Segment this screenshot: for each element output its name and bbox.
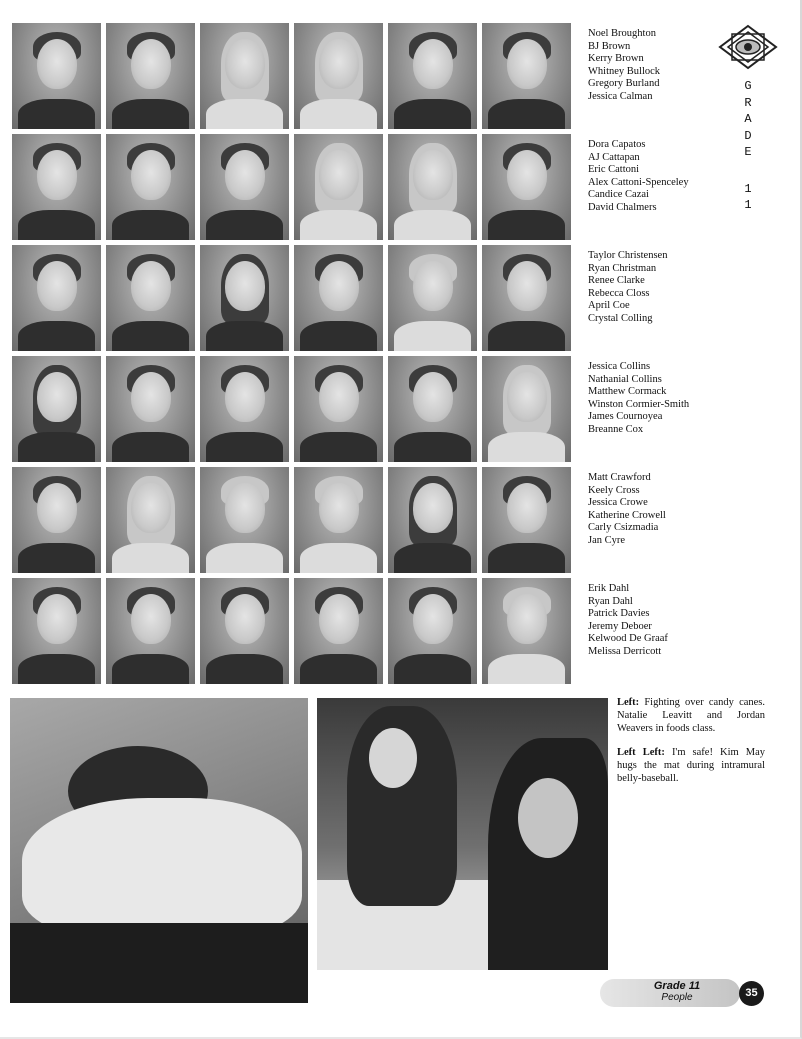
student-portrait [294,134,383,240]
student-portrait [294,467,383,573]
student-name: Rebecca Closs [588,287,650,299]
student-portrait [12,578,101,684]
footer-section-subtitle: People [661,992,693,1003]
caption-label: Left Left: [617,747,665,759]
student-name: Jessica Crowe [588,497,648,509]
student-portrait [106,134,195,240]
student-name: Kelwood De Graaf [588,633,668,645]
student-name: Katherine Crowell [588,509,666,521]
page-number: 35 [739,981,764,1006]
caption-label: Left: [617,697,640,708]
student-name: Patrick Davies [588,608,650,620]
student-portrait [482,245,571,351]
captions [617,697,765,798]
student-name: Taylor Christensen [588,250,668,261]
student-name: Matt Crawford [588,472,651,483]
student-portrait [12,356,101,462]
student-name: Kerry Brown [588,53,644,65]
name-group [588,139,718,250]
student-portrait [388,134,477,240]
portrait-grid [12,23,571,684]
student-name: James Cournoyea [588,411,663,423]
student-name: Gregory Burland [588,78,660,90]
name-group [588,361,718,472]
student-portrait [106,467,195,573]
name-group [588,250,718,361]
grade-letter: A [744,112,752,126]
student-name: Breanne Cox [588,423,644,435]
student-name: Carly Csizmadia [588,522,659,534]
grade-letter: G [744,79,752,93]
student-name: Eric Cattoni [588,164,640,176]
student-name: Alex Cattoni-Spenceley [588,176,689,188]
student-name: David Chalmers [588,201,657,213]
student-portrait [294,23,383,129]
student-name: Renee Clarke [588,275,645,287]
student-name: Dora Capatos [588,139,646,150]
caption-candy-canes [617,697,765,735]
candid-photo-candy-canes [317,698,608,970]
student-portrait [482,23,571,129]
student-name: April Coe [588,300,630,312]
student-name: Ryan Dahl [588,595,633,607]
student-name: Jessica Collins [588,361,651,372]
name-group [588,583,718,694]
student-name: Jan Cyre [588,534,626,546]
student-portrait [482,356,571,462]
student-name: Jessica Calman [588,90,653,102]
student-name: Melissa Derricott [588,645,662,657]
student-name: AJ Cattapan [588,151,640,163]
caption-belly-baseball [617,747,765,785]
student-portrait [200,245,289,351]
grade-digit: 1 [744,181,752,196]
student-name: Candice Cazai [588,189,649,201]
student-portrait [388,356,477,462]
student-name: Jeremy Deboer [588,620,652,632]
student-portrait [294,356,383,462]
student-portrait [12,467,101,573]
student-name: Noel Broughton [588,28,656,39]
student-portrait [200,356,289,462]
diamond-eye-icon [718,24,778,70]
student-portrait [482,578,571,684]
student-name: BJ Brown [588,40,631,52]
caption-text: I'm safe! Kim May hugs the mat during intramural belly-baseball. [617,747,765,784]
grade-letter: R [744,95,752,110]
student-portrait [200,23,289,129]
student-portrait [294,578,383,684]
student-portrait [12,134,101,240]
student-portrait [482,467,571,573]
names-column [588,28,718,694]
candid-photo-mat [10,698,308,1003]
student-portrait [106,356,195,462]
student-portrait [294,245,383,351]
student-portrait [106,578,195,684]
student-name: Ryan Christman [588,262,657,274]
student-portrait [200,578,289,684]
student-portrait [106,23,195,129]
student-portrait [388,467,477,573]
student-name: Matthew Cormack [588,386,667,398]
student-portrait [106,245,195,351]
grade-digit: 1 [744,198,752,212]
grade-letter: E [744,145,752,159]
footer-section-title: Grade 11 [653,980,701,992]
name-group [588,472,718,583]
name-group [588,28,718,139]
student-portrait [200,467,289,573]
student-name: Erik Dahl [588,583,630,594]
student-name: Winston Cormier-Smith [588,398,690,410]
student-name: Crystal Colling [588,312,653,324]
student-portrait [388,23,477,129]
student-name: Nathanial Collins [588,373,662,385]
grade-vertical-label [740,78,756,214]
student-name: Keely Cross [588,484,640,496]
student-portrait [200,134,289,240]
student-portrait [388,578,477,684]
student-portrait [12,245,101,351]
student-portrait [12,23,101,129]
grade-letter: D [744,128,752,143]
student-name: Whitney Bullock [588,65,661,77]
student-portrait [482,134,571,240]
caption-text: Fighting over candy canes. Natalie Leavitt and Jordan Weavers in foods class. [617,697,766,734]
student-portrait [388,245,477,351]
